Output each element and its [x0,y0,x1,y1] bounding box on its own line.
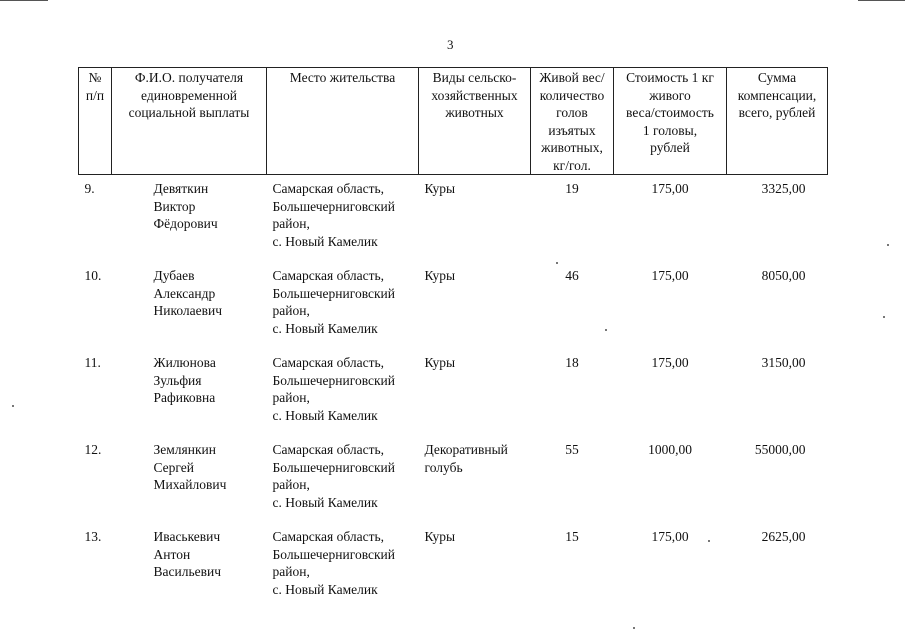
row-number: 12. [84,442,102,457]
compensation-table [78,67,828,610]
weight-count: 55 [565,442,579,457]
scan-speck [605,329,607,331]
row-number: 9. [84,181,95,196]
recipient-name: Землянкин Сергей Михайлович [153,442,227,492]
recipient-name: Жилюнова Зульфия Рафиковна [153,355,216,405]
header-number: № п/п [79,68,112,175]
unit-price: 175,00 [651,268,689,283]
weight-count: 19 [565,181,579,196]
compensation-sum: 55000,00 [754,442,806,457]
animal-kind: Декоративный голубь [424,442,508,475]
residence: Самарская область, Большечерниговский район, с. Новый Камелик [272,529,395,597]
scan-speck [883,316,885,318]
animal-kind: Куры [424,355,456,370]
table-row [79,262,828,349]
weight-count: 46 [565,268,579,283]
animal-kind: Куры [424,529,456,544]
table-row [79,436,828,523]
header-animal-kind: Виды сельско- хозяйственных животных [419,68,531,175]
scan-edge-line-right [858,0,905,1]
scan-speck [556,262,558,264]
scan-speck [708,540,710,542]
header-unit-price: Стоимость 1 кг живого веса/стоимость 1 головы, рублей [614,68,727,175]
residence: Самарская область, Большечерниговский район, с. Новый Камелик [272,181,395,249]
animal-kind: Куры [424,181,456,196]
scan-edge-line-left [0,0,48,1]
table-row [79,349,828,436]
compensation-sum: 8050,00 [761,268,806,283]
scan-speck [887,244,889,246]
unit-price: 175,00 [651,181,689,196]
residence: Самарская область, Большечерниговский район, с. Новый Камелик [272,268,395,336]
scan-speck [633,627,635,629]
recipient-name: Девяткин Виктор Фёдорович [153,181,218,231]
table-header-row [79,68,828,175]
scan-speck [12,405,14,407]
header-residence: Место жительства [267,68,419,175]
row-number: 10. [84,268,102,283]
table-row [79,523,828,610]
weight-count: 15 [565,529,579,544]
animal-kind: Куры [424,268,456,283]
unit-price: 175,00 [651,355,689,370]
header-recipient-name: Ф.И.О. получателя единовременной социальной выплаты [112,68,267,175]
unit-price: 1000,00 [648,442,692,457]
unit-price: 175,00 [651,529,689,544]
compensation-sum: 3325,00 [761,181,806,196]
row-number: 11. [84,355,101,370]
recipient-name: Дубаев Александр Николаевич [153,268,223,318]
weight-count: 18 [565,355,579,370]
recipient-name: Иваськевич Антон Васильевич [153,529,221,579]
compensation-sum: 2625,00 [761,529,806,544]
row-number: 13. [84,529,102,544]
header-weight-count: Живой вес/ количество голов изъятых животных, кг/гол. [531,68,614,175]
residence: Самарская область, Большечерниговский район, с. Новый Камелик [272,355,395,423]
header-compensation-sum: Сумма компенсации, всего, рублей [727,68,828,175]
residence: Самарская область, Большечерниговский район, с. Новый Камелик [272,442,395,510]
compensation-sum: 3150,00 [761,355,806,370]
table-row [79,175,828,263]
page-number: 3 [447,37,454,52]
